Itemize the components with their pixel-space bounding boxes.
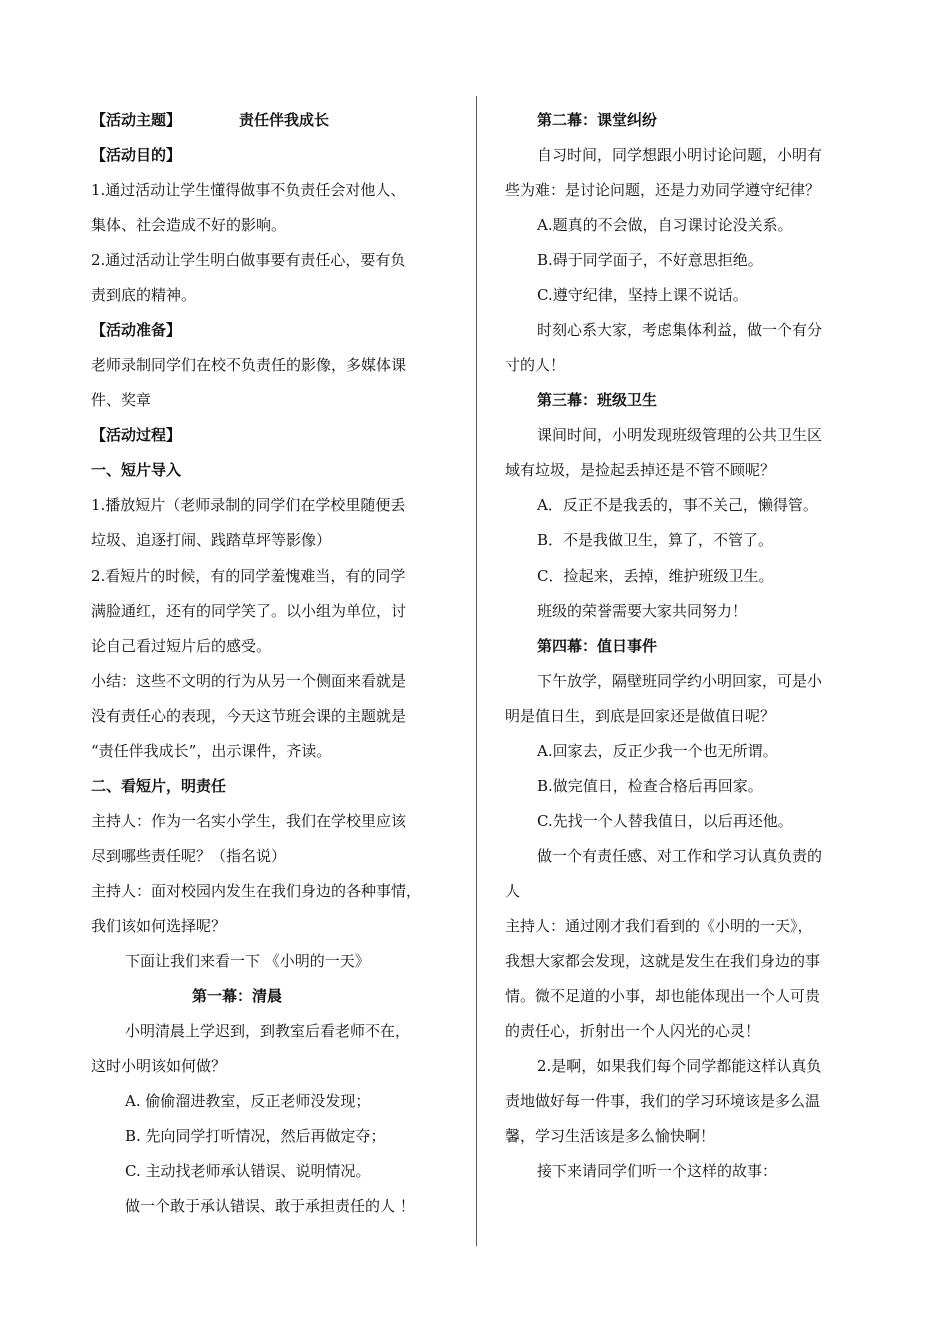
act4-line1: 下午放学，隔壁班同学约小明回家，可是小 <box>537 672 823 690</box>
purpose-1-line1: 1.通过活动让学生懂得做事不负责任会对他人、 <box>91 181 406 199</box>
section-1-heading: 一、短片导入 <box>91 461 182 479</box>
act2-line2: 些为难：是讨论问题，还是力劝同学遵守纪律？ <box>505 181 821 199</box>
act1-option-b: B. 先向同学打听情况，然后再做定夺； <box>125 1127 386 1145</box>
s1-item2-line1: 2.看短片的时候，有的同学羞愧难当，有的同学 <box>91 567 406 585</box>
watch-line: 下面让我们来看一下 《小明的一天》 <box>125 952 370 970</box>
host2-line1: 主持人：面对校园内发生在我们身边的各种事情， <box>91 882 422 900</box>
host1-line2: 尽到哪些责任呢？（指名说） <box>91 847 287 865</box>
act3-line1: 课间时间，小明发现班级管理的公共卫生区 <box>537 426 823 444</box>
summary-line2: 没有责任心的表现，今天这节班会课的主题就是 <box>91 707 407 725</box>
host3-line2: 我想大家都会发现，这就是发生在我们身边的事 <box>505 952 821 970</box>
act1-line2: 这时小明该如何做？ <box>91 1057 227 1075</box>
host3-line4: 的责任心，折射出一个人闪光的心灵！ <box>505 1022 761 1040</box>
act2-end-line2: 寸的人！ <box>505 356 566 374</box>
summary-line1: 小结：这些不文明的行为从另一个侧面来看就是 <box>91 672 407 690</box>
act2-line1: 自习时间，同学想跟小明讨论问题，小明有 <box>537 146 823 164</box>
act4-option-c: C.先找一个人替我值日，以后再还他。 <box>537 812 793 830</box>
s1-item1-line1: 1.播放短片（老师录制的同学们在学校里随便丢 <box>91 496 406 514</box>
purpose-1-line2: 集体、社会造成不好的影响。 <box>91 216 287 234</box>
host3-line3: 情。微不足道的小事，却也能体现出一个人可贵 <box>505 987 821 1005</box>
prep-line2: 件、奖章 <box>91 391 152 409</box>
act4-option-b: B.做完值日，检查合格后再回家。 <box>537 777 763 795</box>
act3-option-c: C．捡起来，丢掉，维护班级卫生。 <box>537 567 774 585</box>
act2-option-b: B.碍于同学面子，不好意思拒绝。 <box>537 251 763 269</box>
act3-line2: 域有垃圾，是捡起丢掉还是不管不顾呢？ <box>505 461 776 479</box>
theme-label: 【活动主题】 <box>91 111 182 129</box>
act2-option-c: C.遵守纪律，坚持上课不说话。 <box>537 286 748 304</box>
p2-line2: 责地做好每一件事，我们的学习环境该是多么温 <box>505 1092 821 1110</box>
act2-end-line1: 时刻心系大家，考虑集体利益，做一个有分 <box>537 321 823 339</box>
prep-line1: 老师录制同学们在校不负责任的影像，多媒体课 <box>91 356 407 374</box>
act2-option-a: A.题真的不会做，自习课讨论没关系。 <box>537 216 793 234</box>
process-label: 【活动过程】 <box>91 426 182 444</box>
act1-line1: 小明清晨上学迟到，到教室后看老师不在， <box>125 1022 411 1040</box>
s1-item2-line3: 论自己看过短片后的感受。 <box>91 637 272 655</box>
act3-heading: 第三幕：班级卫生 <box>537 391 658 409</box>
act1-option-a: A. 偷偷溜进教室，反正老师没发现； <box>125 1092 371 1110</box>
p2-line1: 2.是啊，如果我们每个同学都能这样认真负 <box>537 1057 822 1075</box>
prep-label: 【活动准备】 <box>91 321 182 339</box>
purpose-label: 【活动目的】 <box>91 146 182 164</box>
story-line: 接下来请同学们听一个这样的故事： <box>537 1162 778 1180</box>
theme-line <box>91 110 329 130</box>
act1-heading: 第一幕：清晨 <box>192 987 283 1005</box>
host1-line1: 主持人：作为一名实小学生，我们在学校里应该 <box>91 812 407 830</box>
purpose-2-line1: 2.通过活动让学生明白做事要有责任心，要有负 <box>91 251 406 269</box>
act4-heading: 第四幕：值日事件 <box>537 637 658 655</box>
purpose-2-line2: 责到底的精神。 <box>91 286 197 304</box>
act1-option-c: C. 主动找老师承认错误、说明情况。 <box>125 1162 371 1180</box>
act3-option-a: A．反正不是我丢的，事不关己，懒得管。 <box>537 496 818 514</box>
theme-title: 责任伴我成长 <box>239 111 330 129</box>
column-divider <box>476 96 477 1246</box>
p2-line3: 馨，学习生活该是多么愉快啊！ <box>505 1127 716 1145</box>
host2-line2: 我们该如何选择呢？ <box>91 917 227 935</box>
act4-line2: 明是值日生，到底是回家还是做值日呢？ <box>505 707 776 725</box>
act3-end: 班级的荣誉需要大家共同努力！ <box>537 602 748 620</box>
summary-line3: “责任伴我成长”，出示课件，齐读。 <box>91 742 332 760</box>
act3-option-b: B．不是我做卫生，算了，不管了。 <box>537 531 774 549</box>
act2-heading: 第二幕：课堂纠纷 <box>537 111 658 129</box>
act4-option-a: A.回家去，反正少我一个也无所谓。 <box>537 742 778 760</box>
act1-end: 做一个敢于承认错误、敢于承担责任的人 ！ <box>125 1197 415 1215</box>
section-2-heading: 二、看短片，明责任 <box>91 777 227 795</box>
act4-end-line1: 做一个有责任感、对工作和学习认真负责的 <box>537 847 823 865</box>
host3-line1: 主持人：通过刚才我们看到的《小明的一天》， <box>505 917 813 935</box>
s1-item1-line2: 垃圾、追逐打闹、践踏草坪等影像） <box>91 531 332 549</box>
s1-item2-line2: 满脸通红，还有的同学笑了。以小组为单位，讨 <box>91 602 407 620</box>
act4-end-line2: 人 <box>505 882 521 900</box>
